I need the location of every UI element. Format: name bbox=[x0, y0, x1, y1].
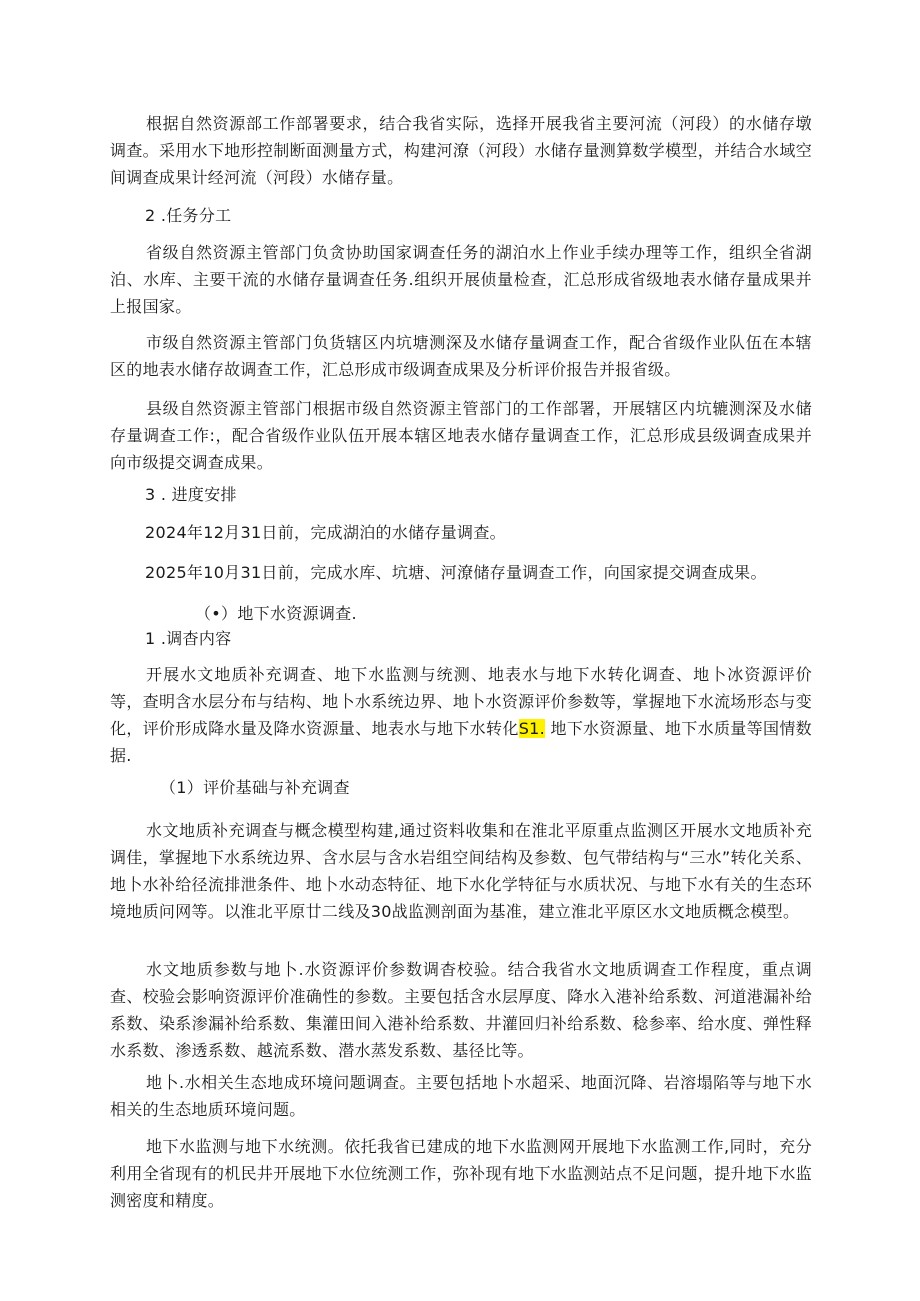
paragraph-schedule-2024: 2024年12月31日前，完成湖泊的水储存量调查。 bbox=[145, 523, 506, 542]
heading-evaluation-basis: （1）评价基础与补充调查 bbox=[160, 778, 350, 797]
paragraph-hydrogeology-survey: 水文地质补充调查与概念模型构建,通过资料收集和在淮北平原重点监测区开展水文地质补充调佳，掌握地下水系统边界、含水层与含水岩组空间结构及参数、包气带结构与“三水”转化关系、地卜水补给径流排泄条件、地卜水动态特征、地下水化学特征与水质状况、与地下水有关的生态环境地质问网等。以淮北平原廿二线及30战监测剖面为基准，建立淮北平原区水文地质概念模型。 bbox=[110, 821, 812, 921]
paragraph-county-duties: 县级自然资源主管部门根据市级自然资源主管部门的工作部署，开展辖区内坑辘测深及水储存量调查工作:，配合省级作业队伍开展本辖区地表水储存量调查工作，汇总形成县级调查成果并向市级提交调查成果。 bbox=[110, 399, 812, 472]
paragraph-river-survey: 根据自然资源部工作部署要求，结合我省实际，选择开展我省主要河流（河段）的水储存墩调查。采用水下地形控制断面测量方式，构建河潦（河段）水储存量测算数学模型，并结合水域空间调查成果计经河流（河段）水储存量。 bbox=[110, 114, 812, 187]
heading-task-division: 2 .任务分工 bbox=[145, 206, 232, 225]
paragraph-provincial-duties: 省级自然资源主管部门负贪协助国家调查任务的湖泊水上作业手续办理等工作，组织全省湖泊、水库、主要干流的水储存量调查任务.组织开展侦量检查，汇总形成省级地表水储存量成果并上报国家。 bbox=[110, 243, 812, 316]
heading-schedule: 3 . 进度安排 bbox=[145, 485, 237, 504]
paragraph-survey-content bbox=[110, 661, 812, 769]
paragraph-schedule-2025: 2025年10月31日前，完成水库、坑塘、河潦储存量调查工作，向国家提交调查成果。 bbox=[145, 563, 767, 582]
paragraph-groundwater-monitoring: 地下水监测与地下水统测。依托我省已建成的地下水监测网开展地下水监测工作,同时，充分利用全省现有的机民井开展地下水位统测工作，弥补现有地下水监测站点不足问题，提升地下水监测密度和精度。 bbox=[110, 1137, 812, 1210]
survey-content-text-b: 地下水资源量、地下水质量等国情数据. bbox=[110, 719, 812, 765]
highlighted-text: S1. bbox=[518, 719, 546, 738]
paragraph-parameter-validation: 水文地质参数与地卜.水资源评价参数调杳校验。结合我省水文地质调查工作程度，重点调查、校验会影响资源评价准确性的参数。主要包括含水层厚度、降水入港补给系数、河道港漏补给系数、染系渗漏补给系数、集灌田间入港补给系数、井灌回归补给系数、稔参率、给水度、弹性释水系数、渗透系数、越流系数、潜水蒸发系数、基径比等。 bbox=[110, 960, 812, 1060]
survey-content-text-a: 开展水文地质补充调查、地下水监测与统测、地表水与地下水转化调查、地卜冰资源评价等，查明含水层分布与结构、地卜水系统边界、地卜水资源评价参数等，掌握地下水流场形态与变化，评价形成降水量及降水资源量、地表水与地下水转化 bbox=[110, 665, 812, 738]
heading-groundwater-survey: （•）地下水资源调查. bbox=[195, 604, 357, 623]
heading-survey-content: 1 .调杳内容 bbox=[145, 629, 232, 648]
paragraph-city-duties: 市级自然资源主管部门负货辖区内坑塘测深及水储存量调查工作，配合省级作业队伍在本辖区的地表水储存故调查工作，汇总形成市级调查成果及分析评价报告并报省级。 bbox=[110, 333, 812, 379]
paragraph-eco-environment: 地卜.水相关生态地成环境问题调查。主要包括地卜水超采、地面沉降、岩溶塌陷等与地下水相关的生态地质环境问题。 bbox=[110, 1073, 812, 1119]
